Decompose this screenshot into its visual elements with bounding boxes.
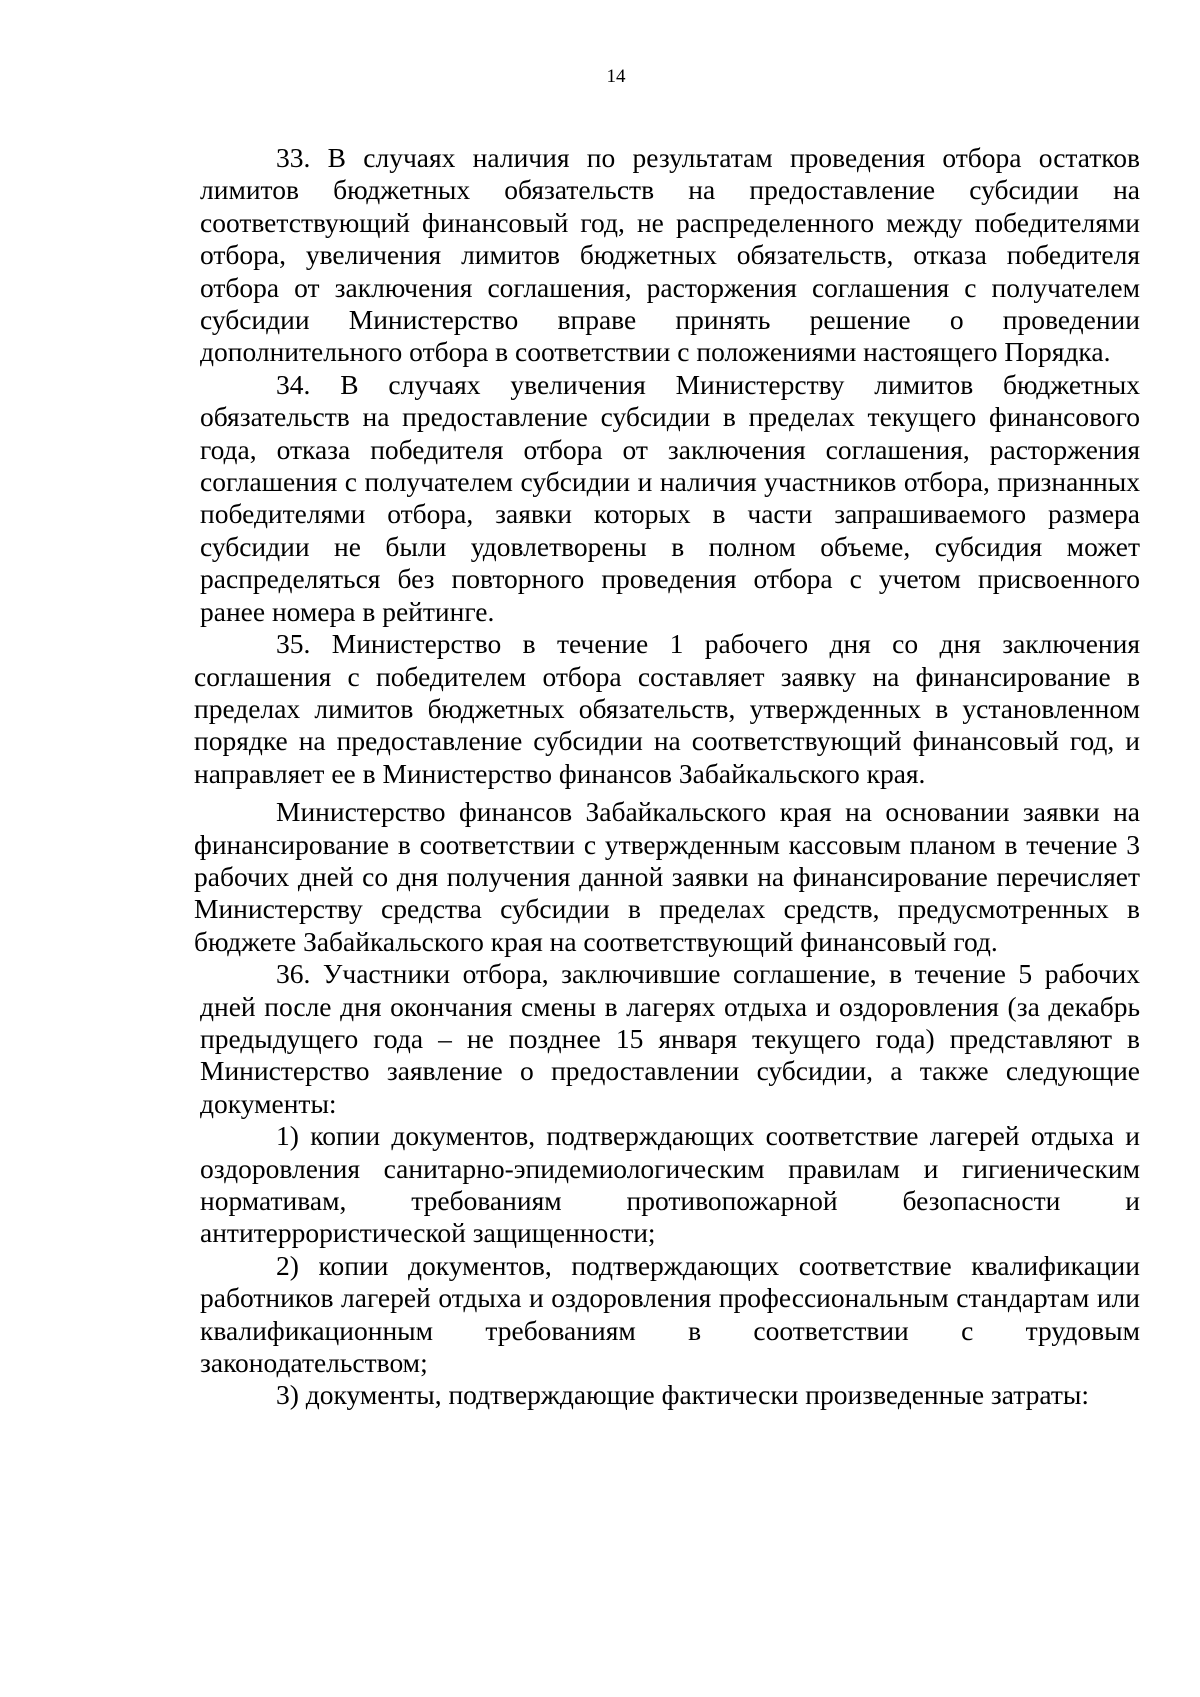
page-number: 14 <box>606 66 626 87</box>
list-item-3: 3) документы, подтверждающие фактически произведенные затраты: <box>276 1379 1090 1411</box>
paragraph-33: 33. В случаях наличия по результатам проведения отбора остатков лимитов бюджетных обязательств на предоставление субсидии на соответствующий финансовый год, не распределенного между победителями отбора, увеличения лимитов бюджетных обязательств, отказа победителя отбора от заключения соглашения, расторжения соглашения с получателем субсидии Министерство вправе принять решение о проведении дополнительного отбора в соответствии с положениями настоящего Порядка. <box>200 142 1140 368</box>
paragraph-35: 35. Министерство в течение 1 рабочего дня со дня заключения соглашения с победителем отбора составляет заявку на финансирование в пределах лимитов бюджетных обязательств, утвержденных в установленном порядке на предоставление субсидии на соответствующий финансовый год, и направляет ее в Министерство финансов Забайкальского края. <box>194 628 1140 789</box>
list-item-1: 1) копии документов, подтверждающих соответствие лагерей отдыха и оздоровления санитарно-эпидемиологическим правилам и гигиеническим нормативам, требованиям противопожарной безопасности и антитеррористической защищенности; <box>200 1120 1140 1249</box>
paragraph-36: 36. Участники отбора, заключившие соглашение, в течение 5 рабочих дней после дня окончания смены в лагерях отдыха и оздоровления (за декабрь предыдущего года – не позднее 15 января текущего года) представляют в Министерство заявление о предоставлении субсидии, а также следующие документы: <box>200 958 1140 1119</box>
document-body <box>194 142 1140 1412</box>
paragraph-35-continuation: Министерство финансов Забайкальского края на основании заявки на финансирование в соответствии с утвержденным кассовым планом в течение 3 рабочих дней со дня получения данной заявки на финансирование перечисляет Министерству средства субсидии в пределах средств, предусмотренных в бюджете Забайкальского края на соответствующий финансовый год. <box>194 796 1140 957</box>
paragraph-34: 34. В случаях увеличения Министерству лимитов бюджетных обязательств на предоставление субсидии в пределах текущего финансового года, отказа победителя отбора от заключения соглашения, расторжения соглашения с получателем субсидии и наличия участников отбора, признанных победителями отбора, заявки которых в части запрашиваемого размера субсидии не были удовлетворены в полном объеме, субсидия может распределяться без повторного проведения отбора с учетом присвоенного ранее номера в рейтинге. <box>200 368 1140 627</box>
list-item-2: 2) копии документов, подтверждающих соответствие квалификации работников лагерей отдыха и оздоровления профессиональным стандартам или квалификационным требованиям в соответствии с трудовым законодательством; <box>200 1249 1140 1379</box>
